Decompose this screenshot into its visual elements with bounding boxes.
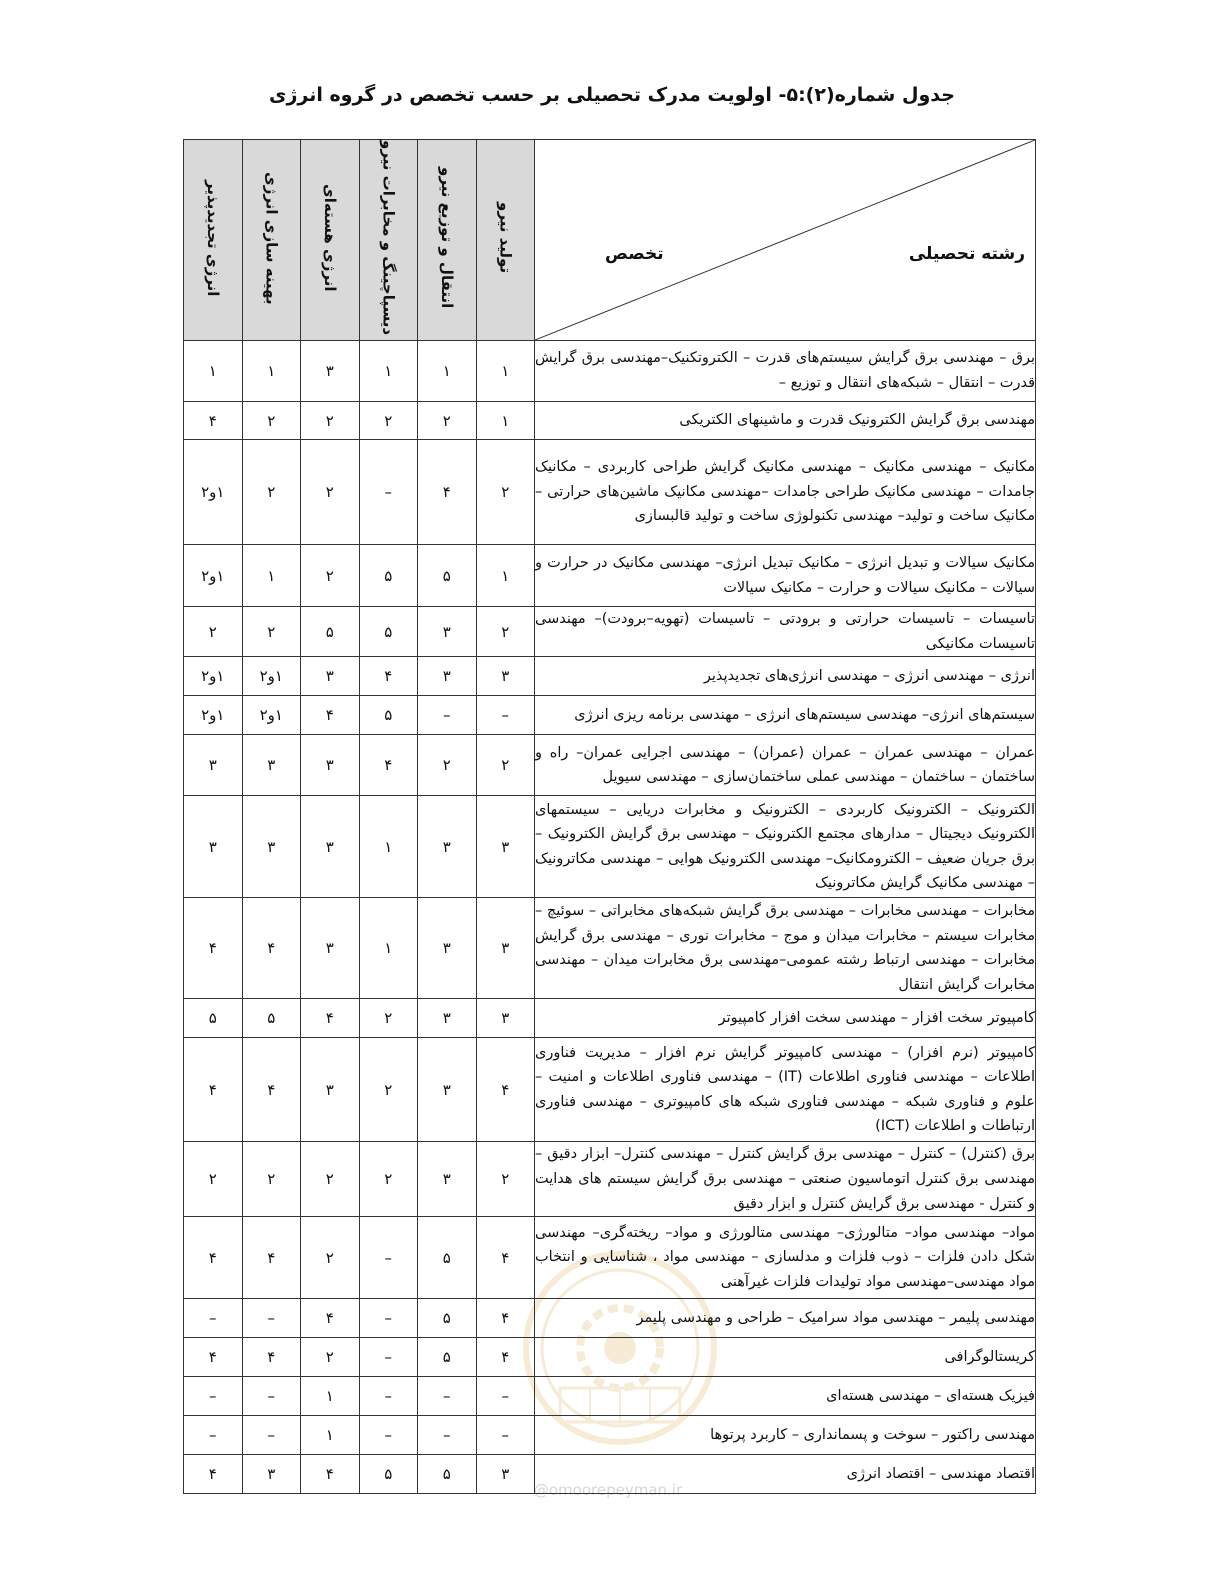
priority-cell: –	[359, 1338, 418, 1377]
field-of-study-cell: تاسیسات – تاسیسات حرارتی و برودتی – تاسیسات (تهویه–برودت)– مهندسی تاسیسات مکانیکی	[535, 607, 1036, 657]
table-row	[184, 1377, 1036, 1416]
priority-cell: ۱و۲	[242, 657, 301, 696]
priority-cell: ۴	[184, 402, 243, 440]
priority-cell: ۳	[301, 341, 360, 402]
priority-cell: ۳	[242, 796, 301, 898]
table-row	[184, 545, 1036, 607]
priority-cell: –	[418, 1377, 477, 1416]
priority-cell: ۱	[301, 1416, 360, 1455]
priority-cell: ۳	[476, 657, 535, 696]
priority-cell: ۵	[359, 545, 418, 607]
field-of-study-cell: کامپیوتر سخت افزار – مهندسی سخت افزار کامپیوتر	[535, 999, 1036, 1038]
priority-cell: ۴	[476, 1038, 535, 1142]
priority-cell: ۴	[184, 1217, 243, 1299]
priority-cell: –	[242, 1377, 301, 1416]
priority-cell: –	[359, 1416, 418, 1455]
priority-cell: –	[359, 1377, 418, 1416]
priority-cell: –	[242, 1299, 301, 1338]
priority-cell: ۳	[301, 796, 360, 898]
priority-cell: ۱	[242, 341, 301, 402]
priority-cell: ۵	[359, 1455, 418, 1494]
priority-cell: ۲	[359, 999, 418, 1038]
priority-cell: ۴	[184, 1455, 243, 1494]
priority-cell: ۱	[418, 341, 477, 402]
field-of-study-cell: مکانیک – مهندسی مکانیک – مهندسی مکانیک گرایش طراحی کاربردی – مکانیک جامدات – مهندسی مکانیک طراحی جامدات –مهندسی مکانیک ماشین‌های حرارتی – مکانیک ساخت و تولید– مهندسی تکنولوژی ساخت و تولید قالبسازی	[535, 440, 1036, 545]
field-of-study-cell: سیستم‌های انرژی– مهندسی سیستم‌های انرژی – مهندسی برنامه ریزی انرژی	[535, 696, 1036, 735]
priority-cell: ۴	[242, 898, 301, 999]
priority-cell: ۱	[359, 796, 418, 898]
field-column-label: رشته تحصیلی	[908, 244, 1025, 264]
table-row	[184, 341, 1036, 402]
priority-cell: ۲	[184, 607, 243, 657]
priority-cell: ۴	[242, 1038, 301, 1142]
priority-cell: ۵	[418, 1217, 477, 1299]
priority-cell: ۴	[242, 1338, 301, 1377]
table-row	[184, 1142, 1036, 1217]
priority-cell: ۴	[476, 1338, 535, 1377]
priority-cell: ۳	[418, 1038, 477, 1142]
priority-cell: ۲	[301, 545, 360, 607]
priority-cell: ۱و۲	[184, 440, 243, 545]
priority-cell: ۴	[301, 1455, 360, 1494]
priority-cell: –	[418, 1416, 477, 1455]
column-header: انتقال و توزیع نیرو	[418, 140, 477, 341]
priority-cell: ۲	[184, 1142, 243, 1217]
specialty-column-label: تخصص	[605, 244, 664, 264]
priority-cell: ۲	[476, 1142, 535, 1217]
table-row	[184, 999, 1036, 1038]
table-row	[184, 1338, 1036, 1377]
priority-cell: ۵	[359, 607, 418, 657]
priority-cell: ۲	[359, 1142, 418, 1217]
priority-cell: ۲	[476, 440, 535, 545]
priority-cell: –	[359, 440, 418, 545]
table-row	[184, 1038, 1036, 1142]
priority-cell: –	[476, 696, 535, 735]
watermark-text: @omoorepeyman.ir	[533, 1481, 683, 1499]
priority-cell: –	[184, 1377, 243, 1416]
field-of-study-cell: مهندسی راکتور – سوخت و پسمانداری – کاربرد پرتوها	[535, 1416, 1036, 1455]
priority-cell: –	[476, 1416, 535, 1455]
priority-cell: ۴	[184, 1038, 243, 1142]
field-of-study-cell: مکانیک سیالات و تبدیل انرژی – مکانیک تبدیل انرژی– مهندسی مکانیک در حرارت و سیالات – مکانیک سیالات و حرارت – مکانیک سیالات	[535, 545, 1036, 607]
priority-cell: ۴	[476, 1217, 535, 1299]
table-row	[184, 1299, 1036, 1338]
priority-cell: ۲	[242, 440, 301, 545]
priority-cell: –	[359, 1299, 418, 1338]
priority-cell: ۲	[301, 1142, 360, 1217]
priority-cell: ۴	[418, 440, 477, 545]
priority-cell: ۵	[418, 545, 477, 607]
field-of-study-cell: اقتصاد مهندسی – اقتصاد انرژی	[535, 1455, 1036, 1494]
priority-cell: –	[184, 1416, 243, 1455]
priority-cell: ۲	[301, 402, 360, 440]
priority-cell: ۴	[359, 735, 418, 796]
priority-cell: ۴	[301, 696, 360, 735]
priority-cell: ۳	[418, 796, 477, 898]
priority-cell: ۵	[418, 1299, 477, 1338]
priority-cell: ۲	[242, 402, 301, 440]
field-of-study-cell: انرژی – مهندسی انرژی – مهندسی انرژی‌های تجدیدپذیر	[535, 657, 1036, 696]
field-of-study-cell: مهندسی پلیمر – مهندسی مواد سرامیک – طراحی و مهندسی پلیمر	[535, 1299, 1036, 1338]
priority-cell: ۳	[418, 898, 477, 999]
corner-diagonal-line	[535, 140, 1035, 340]
priority-cell: ۳	[418, 607, 477, 657]
priority-cell: ۲	[301, 1217, 360, 1299]
priority-cell: ۳	[184, 735, 243, 796]
priority-cell: ۳	[476, 1455, 535, 1494]
priority-cell: –	[476, 1377, 535, 1416]
priority-table	[183, 139, 1036, 1494]
field-of-study-cell: فیزیک هسته‌ای – مهندسی هسته‌ای	[535, 1377, 1036, 1416]
priority-cell: ۲	[359, 402, 418, 440]
priority-cell: ۳	[476, 796, 535, 898]
priority-cell: ۵	[184, 999, 243, 1038]
field-of-study-cell: برق (کنترل) – کنترل – مهندسی برق گرایش کنترل – مهندسی کنترل– ابزار دقیق – مهندسی برق کنترل اتوماسیون صنعتی – مهندسی برق گرایش سیستم های هدایت و کنترل - مهندسی برق گرایش کنترل و ابزار دقیق	[535, 1142, 1036, 1217]
table-row	[184, 1455, 1036, 1494]
priority-cell: ۱	[359, 341, 418, 402]
field-of-study-cell: برق – مهندسی برق گرایش سیستم‌های قدرت – الکتروتکنیک–مهندسی برق گرایش قدرت – انتقال – شبکه‌های انتقال و توزیع –	[535, 341, 1036, 402]
priority-cell: ۳	[418, 999, 477, 1038]
table-body	[184, 341, 1036, 1494]
priority-cell: –	[184, 1299, 243, 1338]
column-header: بهینه سازی انرژی	[242, 140, 301, 341]
priority-cell: ۴	[359, 657, 418, 696]
table-row	[184, 1416, 1036, 1455]
priority-cell: ۵	[418, 1338, 477, 1377]
page-title: جدول شماره(۲):۵- اولویت مدرک تحصیلی بر حسب تخصص در گروه انرژی	[269, 84, 955, 106]
priority-cell: ۱و۲	[242, 696, 301, 735]
priority-cell: ۴	[242, 1217, 301, 1299]
table-row	[184, 1217, 1036, 1299]
priority-cell: ۲	[476, 607, 535, 657]
table-row	[184, 440, 1036, 545]
priority-cell: ۲	[359, 1038, 418, 1142]
priority-cell: ۳	[476, 999, 535, 1038]
field-of-study-cell: الکترونیک – الکترونیک کاربردی – الکترونیک و مخابرات دریایی – سیستمهای الکترونیک دیجیتال – مدارهای مجتمع الکترونیک – مهندسی برق گرایش الکترونیک – برق جریان ضعیف – الکترومکانیک– مهندسی الکترونیک هوایی – مهندسی مکاترونیک – مهندسی مکانیک گرایش مکاترونیک	[535, 796, 1036, 898]
priority-cell: ۳	[242, 735, 301, 796]
priority-cell: ۴	[184, 898, 243, 999]
table-row	[184, 657, 1036, 696]
priority-cell: ۱و۲	[184, 696, 243, 735]
priority-cell: –	[418, 696, 477, 735]
priority-cell: ۴	[301, 999, 360, 1038]
priority-cell: ۱	[184, 341, 243, 402]
column-header: دیسپاچینگ و مخابرات نیرو	[359, 140, 418, 341]
priority-cell: ۱	[476, 402, 535, 440]
priority-cell: ۵	[301, 607, 360, 657]
priority-cell: ۴	[301, 1299, 360, 1338]
priority-cell: ۵	[242, 999, 301, 1038]
field-of-study-cell: مواد– مهندسی مواد– متالورژی– مهندسی متالورژی و مواد– ریخته‌گری– مهندسی شکل دادن فلزات – ذوب فلزات و مدلسازی – مهندسی مواد ، شناسایی و انتخاب مواد مهندسی–مهندسی مواد تولیدات فلزات غیرآهنی	[535, 1217, 1036, 1299]
priority-cell: ۲	[301, 440, 360, 545]
field-of-study-cell: عمران – مهندسی عمران – عمران (عمران) – مهندسی اجرایی عمران– راه و ساختمان – ساختمان – مهندسی عملی ساختمان‌سازی – مهندسی سیویل	[535, 735, 1036, 796]
priority-cell: ۳	[184, 796, 243, 898]
priority-cell: ۵	[418, 1455, 477, 1494]
priority-cell: ۱	[359, 898, 418, 999]
table-header-row	[184, 140, 1036, 341]
priority-cell: ۲	[418, 402, 477, 440]
priority-cell: ۴	[184, 1338, 243, 1377]
priority-cell: –	[359, 1217, 418, 1299]
priority-cell: ۳	[476, 898, 535, 999]
priority-cell: ۲	[301, 1338, 360, 1377]
priority-cell: ۲	[476, 735, 535, 796]
priority-cell: ۲	[242, 607, 301, 657]
priority-cell: ۱	[242, 545, 301, 607]
priority-cell: ۳	[242, 1455, 301, 1494]
priority-cell: ۱	[476, 341, 535, 402]
table-row	[184, 696, 1036, 735]
table-row	[184, 607, 1036, 657]
table-row	[184, 402, 1036, 440]
field-of-study-cell: کامپیوتر (نرم افزار) – مهندسی کامپیوتر گرایش نرم افزار – مدیریت فناوری اطلاعات – مهندسی فناوری اطلاعات (IT) – مهندسی فناوری اطلاعات و امنیت – علوم و فناوری شبکه – مهندسی فناوری شبکه های کامپیوتری – مهندسی فناوری ارتباطات و اطلاعات (ICT)	[535, 1038, 1036, 1142]
priority-cell: ۳	[301, 1038, 360, 1142]
priority-cell: ۴	[476, 1299, 535, 1338]
priority-cell: ۳	[418, 1142, 477, 1217]
corner-header-cell	[535, 140, 1036, 341]
priority-cell: ۱	[476, 545, 535, 607]
priority-cell: ۲	[242, 1142, 301, 1217]
field-of-study-cell: کریستالوگرافی	[535, 1338, 1036, 1377]
priority-cell: ۲	[418, 735, 477, 796]
field-of-study-cell: مهندسی برق گرایش الکترونیک قدرت و ماشینهای الکتریکی	[535, 402, 1036, 440]
table-row	[184, 796, 1036, 898]
priority-cell: ۳	[301, 657, 360, 696]
column-header: تولید نیرو	[476, 140, 535, 341]
priority-cell: ۱و۲	[184, 545, 243, 607]
table-row	[184, 898, 1036, 999]
column-header: انرژی تجدیدپذیر	[184, 140, 243, 341]
priority-cell: ۱و۲	[184, 657, 243, 696]
column-header: انرژی هسته‌ای	[301, 140, 360, 341]
priority-cell: ۱	[301, 1377, 360, 1416]
priority-cell: –	[242, 1416, 301, 1455]
field-of-study-cell: مخابرات – مهندسی مخابرات – مهندسی برق گرایش شبکه‌های مخابراتی – سوئیچ – مخابرات سیستم – مخابرات میدان و موج – مخابرات نوری – مهندسی برق گرایش مخابرات – مهندسی ارتباط رشته عمومی–مهندسی برق مخابرات میدان – مهندسی مخابرات گرایش انتقال	[535, 898, 1036, 999]
priority-cell: ۳	[301, 735, 360, 796]
priority-cell: ۳	[301, 898, 360, 999]
priority-cell: ۳	[418, 657, 477, 696]
table-row	[184, 735, 1036, 796]
priority-cell: ۵	[359, 696, 418, 735]
